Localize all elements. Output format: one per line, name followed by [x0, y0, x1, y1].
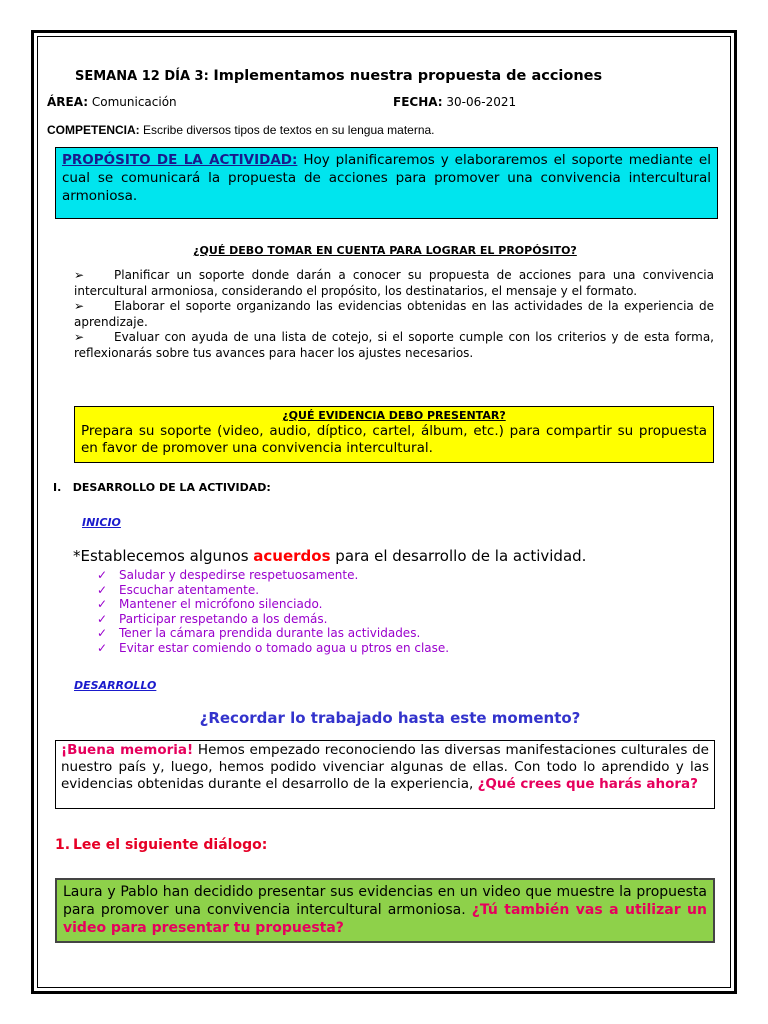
check-icon: ✓ — [97, 611, 108, 626]
check-icon: ✓ — [97, 568, 108, 582]
evidence-text: Prepara su soporte (video, audio, díptico, cartel, álbum, etc.) para compartir su propuesta en favor de promover una convivencia intercultural. — [81, 423, 707, 456]
consider-list — [74, 268, 714, 361]
date-value: 30-06-2021 — [442, 95, 517, 109]
step-number: 1. — [55, 837, 71, 853]
consider-heading: ¿QUÉ DEBO TOMAR EN CUENTA PARA LOGRAR EL PROPÓSITO? — [193, 244, 577, 257]
list-item: ✓ Participar respetando a los demás. — [97, 611, 328, 626]
dialog-question: ¿Tú también vas a utilizar un video para presentar tu propuesta? — [63, 902, 707, 936]
evidence-box — [74, 406, 714, 463]
check-icon: ✓ — [97, 626, 108, 641]
agreements-intro: *Establecemos algunos acuerdos para el desarrollo de la actividad. — [73, 547, 587, 565]
section-number: I. — [53, 481, 62, 494]
list-item: ✓ Mantener el micrófono silenciado. — [97, 597, 323, 612]
list-item: ➢ Planificar un soporte donde darán a conocer su propuesta de acciones para una convivencia intercultural armoniosa, considerando el propósito, los destinatarios, el mensaje y el formato. — [74, 268, 714, 298]
list-item: ➢ Elaborar el soporte organizando las evidencias obtenidas en las actividades de la experiencia de aprendizaje. — [74, 299, 714, 329]
recall-question: ¿Recordar lo trabajado hasta este momento? — [199, 709, 581, 727]
inicio-link[interactable]: INICIO — [82, 516, 121, 529]
memory-text: Hemos empezado reconociendo las diversas manifestaciones culturales de nuestro país y, luego, hemos podido vivenciar algunas de ellas. Con todo lo aprendido y las evidencias obtenidas durante el desarrollo de la experiencia, — [61, 742, 709, 792]
title-main: Implementamos nuestra propuesta de acciones — [213, 68, 603, 84]
purpose-box — [55, 147, 718, 219]
list-item: ✓ Evitar estar comiendo o tomado agua u ptros en clase. — [97, 640, 450, 655]
document-title — [75, 68, 602, 84]
title-prefix: SEMANA 12 DÍA 3: — [75, 69, 214, 84]
purpose-label: PROPÓSITO DE LA ACTIVIDAD: — [62, 152, 298, 168]
purpose-text: Hoy planificaremos y elaboraremos el soporte mediante el cual se comunicará la propuesta de acciones para promover una convivencia intercultural armoniosa. — [62, 152, 711, 204]
agreements-keyword: acuerdos — [253, 547, 331, 565]
dialog-text: Laura y Pablo han decidido presentar sus evidencias en un video que muestre la propuesta para promover una convivencia intercultural armoniosa. — [63, 884, 707, 918]
list-item: ✓ Escuchar atentamente. — [97, 582, 260, 597]
list-item: ➢ Evaluar con ayuda de una lista de cotejo, si el soporte cumple con los criterios y de esta forma, reflexionarás sobre tus avances para hacer los ajustes necesarios. — [74, 330, 714, 360]
competencia-value: Escribe diversos tipos de textos en su lengua materna. — [139, 123, 435, 137]
list-item: ✓ Saludar y despedirse respetuosamente. — [97, 568, 359, 582]
area-row — [47, 95, 177, 109]
competencia-label: COMPETENCIA: — [47, 123, 140, 137]
check-icon: ✓ — [97, 640, 108, 655]
evidence-heading: ¿QUÉ EVIDENCIA DEBO PRESENTAR? — [282, 409, 506, 422]
arrow-bullet-icon: ➢ — [74, 299, 85, 313]
agreements-list — [97, 568, 449, 656]
arrow-bullet-icon: ➢ — [74, 268, 85, 282]
desarrollo-link[interactable]: DESARROLLO — [74, 679, 157, 692]
competencia-row — [47, 123, 435, 137]
check-icon: ✓ — [97, 597, 108, 612]
memory-question: ¿Qué crees que harás ahora? — [477, 776, 698, 792]
arrow-bullet-icon: ➢ — [74, 330, 85, 344]
step-1-heading — [55, 837, 267, 853]
section-title: DESARROLLO DE LA ACTIVIDAD: — [72, 481, 271, 494]
section-heading — [53, 481, 271, 494]
area-label: ÁREA: — [47, 95, 89, 109]
memory-box — [55, 740, 715, 809]
dialog-box — [55, 878, 715, 943]
date-row — [393, 95, 516, 109]
step-title: Lee el siguiente diálogo: — [73, 837, 268, 853]
date-label: FECHA: — [393, 95, 443, 109]
memory-highlight: ¡Buena memoria! — [61, 742, 194, 758]
list-item: ✓ Tener la cámara prendida durante las actividades. — [97, 626, 421, 641]
area-value: Comunicación — [88, 95, 177, 109]
check-icon: ✓ — [97, 582, 108, 597]
